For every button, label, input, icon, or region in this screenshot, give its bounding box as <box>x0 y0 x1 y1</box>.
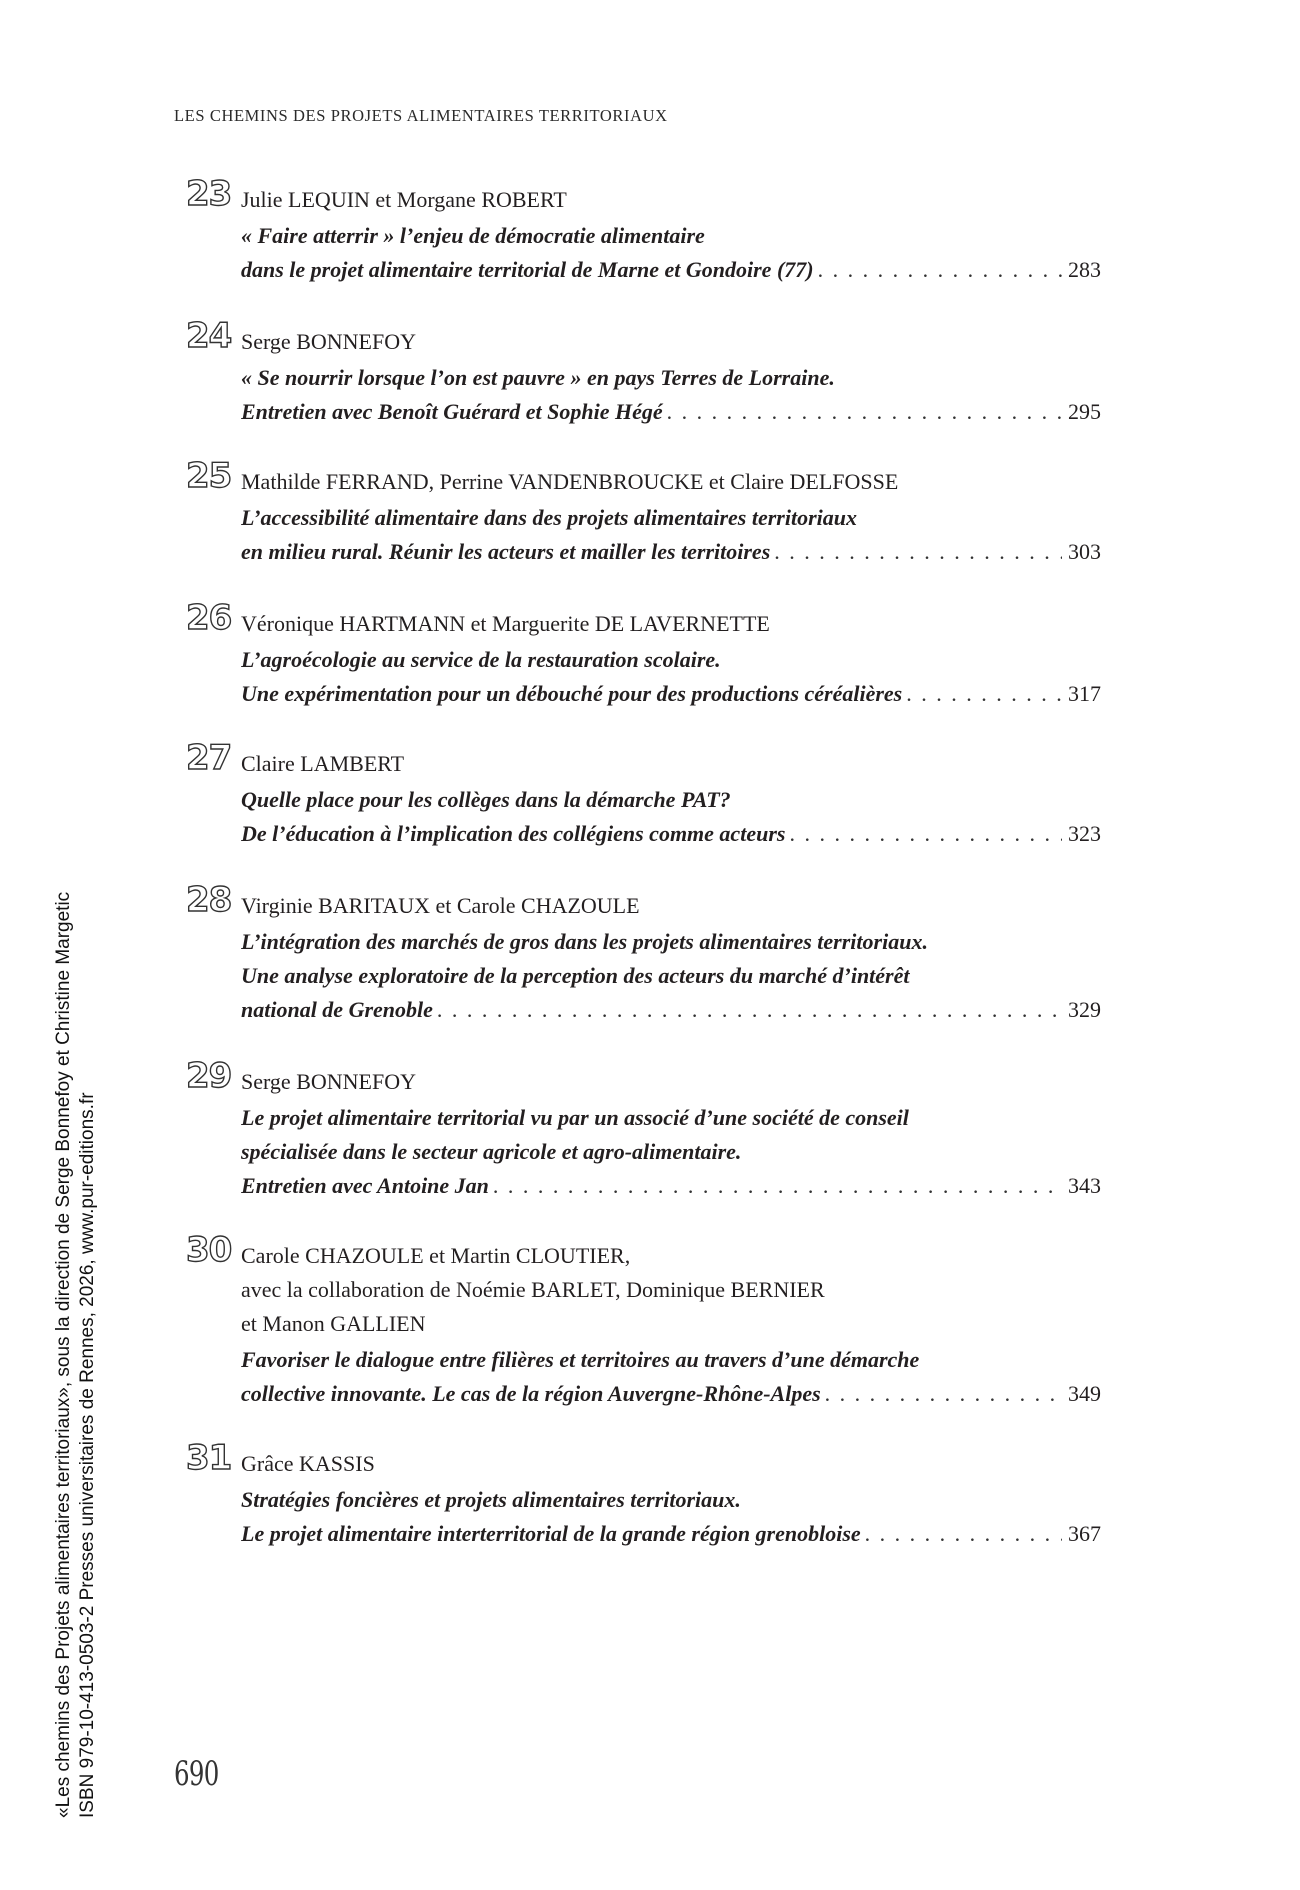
chapter-title[interactable] <box>241 1483 1101 1551</box>
title-line-text: en milieu rural. Réunir les acteurs et mailler les territoires <box>241 539 771 564</box>
dot-leader <box>437 993 1062 1027</box>
chapter-authors <box>241 1065 1101 1099</box>
chapter-number: 31 <box>186 1438 232 1478</box>
dot-leader <box>774 535 1062 569</box>
page-reference[interactable]: 323 <box>1068 821 1101 846</box>
chapter-number: 27 <box>186 738 232 778</box>
chapter-title[interactable] <box>241 1343 1101 1411</box>
title-line: Une analyse exploratoire de la perception des acteurs du marché d’intérêt <box>241 963 910 988</box>
title-line: « Faire atterrir » l’enjeu de démocratie alimentaire <box>241 223 705 248</box>
author-line: Mathilde FERRAND, Perrine VANDENBROUCKE et Claire DELFOSSE <box>241 469 899 494</box>
author-line: Carole CHAZOULE et Martin CLOUTIER, <box>241 1243 631 1268</box>
title-line <box>241 677 1101 711</box>
page-reference[interactable]: 295 <box>1068 399 1101 424</box>
title-line-text: Entretien avec Antoine Jan <box>241 1173 489 1198</box>
chapter-authors <box>241 607 1101 641</box>
author-line: avec la collaboration de Noémie BARLET, Dominique BERNIER <box>241 1277 825 1302</box>
page-reference[interactable]: 317 <box>1068 681 1101 706</box>
title-line: Le projet alimentaire territorial vu par un associé d’une société de conseil <box>241 1105 909 1130</box>
title-line: Stratégies foncières et projets alimentaires territoriaux. <box>241 1487 741 1512</box>
title-line: L’intégration des marchés de gros dans les projets alimentaires territoriaux. <box>241 929 928 954</box>
chapter-title[interactable] <box>241 219 1101 287</box>
chapter-number: 28 <box>186 880 232 920</box>
title-line-text: Une expérimentation pour un débouché pour des productions céréalières <box>241 681 903 706</box>
chapter-number: 29 <box>186 1056 232 1096</box>
title-line <box>241 993 1101 1027</box>
page-reference[interactable]: 343 <box>1068 1173 1101 1198</box>
isbn-line: ISBN 979-10-413-0503-2 Presses universitaires de Rennes, 2026, www.pur-editions.fr <box>77 1092 98 1818</box>
chapter-title[interactable] <box>241 1101 1101 1203</box>
title-line-text: Entretien avec Benoît Guérard et Sophie Hégé <box>241 399 663 424</box>
author-line: Claire LAMBERT <box>241 751 405 776</box>
chapter-authors <box>241 889 1101 923</box>
copyright-line: «Les chemins des Projets alimentaires territoriaux», sous la direction de Serge Bonnefoy et Christine Margetic <box>53 891 74 1818</box>
title-line-text: dans le projet alimentaire territorial de Marne et Gondoire (77) <box>241 257 814 282</box>
page-reference[interactable]: 349 <box>1068 1381 1101 1406</box>
page-reference[interactable]: 283 <box>1068 257 1101 282</box>
title-line-text: collective innovante. Le cas de la région Auvergne-Rhône-Alpes <box>241 1381 821 1406</box>
chapter-title[interactable] <box>241 925 1101 1027</box>
page-reference[interactable]: 303 <box>1068 539 1101 564</box>
author-line: Serge BONNEFOY <box>241 329 416 354</box>
title-line: Quelle place pour les collèges dans la démarche PAT? <box>241 787 731 812</box>
author-line: Véronique HARTMANN et Marguerite DE LAVERNETTE <box>241 611 770 636</box>
title-line-text: De l’éducation à l’implication des collégiens comme acteurs <box>241 821 786 846</box>
title-line <box>241 817 1101 851</box>
page-number: 690 <box>174 1754 219 1794</box>
copyright-sidebar <box>52 891 100 1818</box>
title-line: L’agroécologie au service de la restauration scolaire. <box>241 647 721 672</box>
dot-leader <box>906 677 1062 711</box>
page-reference[interactable]: 329 <box>1068 997 1101 1022</box>
chapter-number: 25 <box>186 456 232 496</box>
title-line <box>241 253 1101 287</box>
title-line <box>241 1517 1101 1551</box>
chapter-authors <box>241 747 1101 781</box>
dot-leader <box>789 817 1062 851</box>
author-line: Julie LEQUIN et Morgane ROBERT <box>241 187 567 212</box>
chapter-authors <box>241 183 1101 217</box>
chapter-authors <box>241 325 1101 359</box>
running-header: LES CHEMINS DES PROJETS ALIMENTAIRES TERRITORIAUX <box>174 106 668 125</box>
chapter-authors <box>241 1447 1101 1481</box>
title-line: « Se nourrir lorsque l’on est pauvre » en pays Terres de Lorraine. <box>241 365 835 390</box>
chapter-number: 24 <box>186 316 232 356</box>
chapter-title[interactable] <box>241 783 1101 851</box>
title-line: L’accessibilité alimentaire dans des projets alimentaires territoriaux <box>241 505 857 530</box>
author-line: Serge BONNEFOY <box>241 1069 416 1094</box>
title-line <box>241 1377 1101 1411</box>
title-line-text: Le projet alimentaire interterritorial de la grande région grenobloise <box>241 1521 861 1546</box>
dot-leader <box>865 1517 1062 1551</box>
dot-leader <box>825 1377 1062 1411</box>
title-line <box>241 1169 1101 1203</box>
chapter-authors <box>241 465 1101 499</box>
chapter-title[interactable] <box>241 643 1101 711</box>
dot-leader <box>667 395 1062 429</box>
title-line <box>241 535 1101 569</box>
dot-leader <box>493 1169 1062 1203</box>
title-line <box>241 395 1101 429</box>
chapter-number: 26 <box>186 598 232 638</box>
chapter-authors <box>241 1239 1101 1341</box>
dot-leader <box>818 253 1062 287</box>
title-line: Favoriser le dialogue entre filières et territoires au travers d’une démarche <box>241 1347 920 1372</box>
title-line-text: national de Grenoble <box>241 997 433 1022</box>
chapter-number: 30 <box>186 1230 232 1270</box>
page-reference[interactable]: 367 <box>1068 1521 1101 1546</box>
author-line: Virginie BARITAUX et Carole CHAZOULE <box>241 893 640 918</box>
chapter-number: 23 <box>186 174 232 214</box>
chapter-title[interactable] <box>241 361 1101 429</box>
author-line: Grâce KASSIS <box>241 1451 375 1476</box>
title-line: spécialisée dans le secteur agricole et agro-alimentaire. <box>241 1139 742 1164</box>
chapter-title[interactable] <box>241 501 1101 569</box>
author-line: et Manon GALLIEN <box>241 1311 426 1336</box>
